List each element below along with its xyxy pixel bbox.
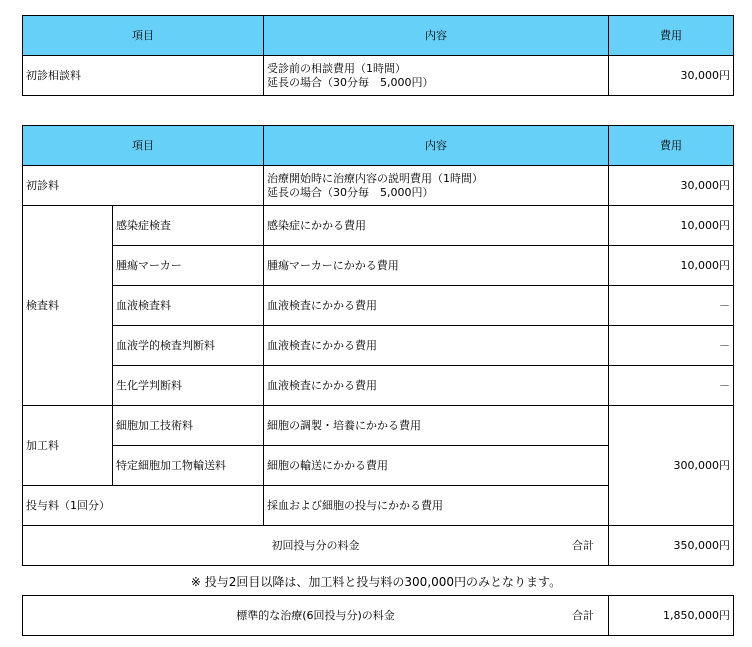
exam-content: 血液検査にかかる費用 (264, 326, 609, 366)
header-item: 項目 (23, 126, 264, 166)
first-visit-item: 初診料 (23, 166, 264, 206)
consultation-content (264, 56, 609, 96)
exam-cost: － (609, 286, 734, 326)
content-line-2: 延長の場合（30分毎 5,000円） (267, 185, 434, 199)
exam-sub-item: 生化学判断料 (113, 366, 264, 406)
exam-cost: － (609, 366, 734, 406)
initial-total-text: 初回投与分の料金 (271, 538, 360, 552)
header-item: 項目 (23, 16, 264, 56)
administration-content: 採血および細胞の投与にかかる費用 (264, 486, 609, 526)
processing-sub-item: 細胞加工技術料 (113, 406, 264, 446)
consultation-cost: 30,000円 (609, 56, 734, 96)
header-cost: 費用 (609, 126, 734, 166)
treatment-fee-table (22, 125, 734, 566)
content-line-2: 延長の場合（30分毎 5,000円） (267, 75, 434, 89)
exam-content: 腫瘍マーカーにかかる費用 (264, 246, 609, 286)
administration-item: 投与料（1回分） (23, 486, 264, 526)
exam-sub-item: 血液学的検査判断料 (113, 326, 264, 366)
first-visit-content (264, 166, 609, 206)
footnote: ※ 投与2回目以降は、加工料と投与料の300,000円のみとなります。 (190, 575, 562, 589)
standard-total-label (23, 596, 609, 636)
consultation-fee-table (22, 15, 734, 96)
exam-cost: 10,000円 (609, 246, 734, 286)
processing-content: 細胞の調製・培養にかかる費用 (264, 406, 609, 446)
exam-content: 血液検査にかかる費用 (264, 366, 609, 406)
exam-content: 感染症にかかる費用 (264, 206, 609, 246)
exam-sub-item: 感染症検査 (113, 206, 264, 246)
initial-total-sum-label: 合計 (572, 538, 594, 552)
content-line-1: 治療開始時に治療内容の説明費用（1時間） (267, 171, 483, 185)
content-line-1: 受診前の相談費用（1時間） (267, 61, 406, 75)
exam-sub-item: 血液検査料 (113, 286, 264, 326)
exam-sub-item: 腫瘍マーカー (113, 246, 264, 286)
processing-content: 細胞の輸送にかかる費用 (264, 446, 609, 486)
header-cost: 費用 (609, 16, 734, 56)
initial-total-label (23, 526, 609, 566)
processing-sub-item: 特定細胞加工物輸送料 (113, 446, 264, 486)
exam-group-label: 検査料 (23, 206, 113, 406)
standard-total-cost: 1,850,000円 (609, 596, 734, 636)
first-visit-cost: 30,000円 (609, 166, 734, 206)
processing-group-label: 加工料 (23, 406, 113, 486)
exam-content: 血液検査にかかる費用 (264, 286, 609, 326)
header-content: 内容 (264, 16, 609, 56)
standard-total-text: 標準的な治療(6回投与分)の料金 (236, 608, 395, 622)
initial-total-cost: 350,000円 (609, 526, 734, 566)
header-content: 内容 (264, 126, 609, 166)
consultation-item: 初診相談料 (23, 56, 264, 96)
standard-total-sum-label: 合計 (572, 608, 594, 622)
exam-cost: 10,000円 (609, 206, 734, 246)
processing-cost: 300,000円 (609, 406, 734, 526)
standard-treatment-table (22, 595, 734, 636)
exam-cost: － (609, 326, 734, 366)
